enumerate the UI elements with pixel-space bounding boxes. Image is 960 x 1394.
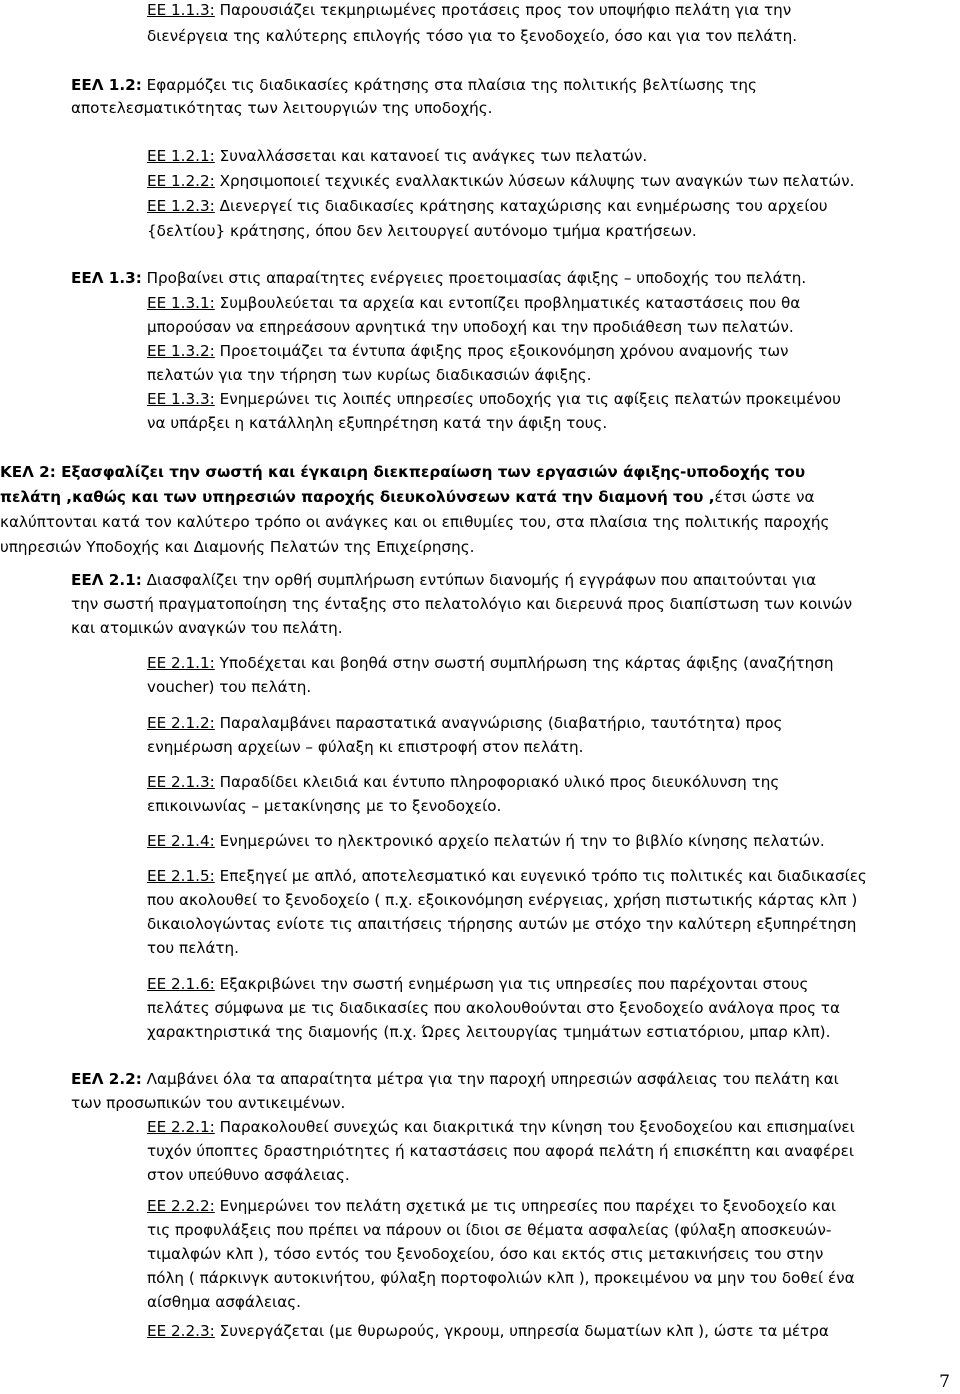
ee-2-1-4-line: [147, 831, 825, 851]
ee-2-1-4-code: ΕΕ 2.1.4:: [147, 832, 215, 850]
eel-1-2-line-1: [71, 75, 757, 95]
ee-2-2-2-text-1: Ενημερώνει τον πελάτη σχετικά με τις υπηρεσίες που παρέχει το ξενοδοχείο και: [214, 1197, 837, 1215]
ee-2-2-2-code: ΕΕ 2.2.2:: [147, 1197, 215, 1215]
ee-2-2-1-text-1: Παρακολουθεί συνεχώς και διακριτικά την κίνηση του ξενοδοχείου και επισημαίνει: [214, 1118, 855, 1136]
ee-1-2-1-line: [147, 146, 647, 166]
kel-2-line-1: [0, 462, 805, 482]
ee-1-3-1-text-1: Συμβουλεύεται τα αρχεία και εντοπίζει προβληματικές καταστάσεις που θα: [214, 294, 801, 312]
ee-1-3-3-line-1: [147, 389, 841, 409]
ee-1-2-2-text: Χρησιμοποιεί τεχνικές εναλλακτικών λύσεων κάλυψης των αναγκών των πελατών.: [214, 172, 855, 190]
ee-2-1-5-line-2: που ακολουθεί το ξενοδοχείο ( π.χ. εξοικονόμηση ενέργειας, χρήση πιστωτικής κάρτας κλπ ): [147, 891, 858, 909]
ee-2-1-6-line-3: χαρακτηριστικά της διαμονής (π.χ. Ώρες λειτουργίας τμημάτων εστιατόριου, μπαρ κλπ).: [147, 1023, 831, 1041]
ee-1-1-3-code: ΕΕ 1.1.3:: [147, 1, 215, 19]
ee-2-2-2-line-3: τιμαλφών κλπ ), τόσο εντός του ξενοδοχείου, όσο και εκτός στις μετακινήσεις του στην: [147, 1245, 824, 1263]
ee-2-2-2-line-4: πόλη ( πάρκινγκ αυτοκινήτου, φύλαξη πορτοφολιών κλπ ), προκειμένου να μην του δοθεί ένα: [147, 1269, 855, 1287]
ee-1-1-3-line-1: [147, 0, 791, 20]
ee-2-1-6-line-2: πελάτες σύμφωνα με τις διαδικασίες που ακολουθούνται στο ξενοδοχείο ανάλογα προς τα: [147, 999, 840, 1017]
ee-2-2-2-line-2: τις προφυλάξεις που πρέπει να πάρουν οι ίδιοι σε θέματα ασφαλείας (φύλαξη αποσκευών-: [147, 1221, 832, 1239]
ee-2-1-3-line-1: [147, 772, 779, 792]
ee-2-1-1-code: ΕΕ 2.1.1:: [147, 654, 215, 672]
eel-2-2-text-1: Λαμβάνει όλα τα απαραίτητα μέτρα για την παροχή υπηρεσιών ασφάλειας του πελάτη και: [141, 1070, 839, 1088]
ee-1-3-2-code: ΕΕ 1.3.2:: [147, 342, 215, 360]
ee-1-2-3-line-1: [147, 196, 828, 216]
ee-1-2-3-line-2: {δελτίου} κράτησης, όπου δεν λειτουργεί αυτόνομο τμήμα κρατήσεων.: [147, 222, 697, 240]
ee-2-1-2-line-1: [147, 713, 782, 733]
eel-1-2-code: ΕΕΛ 1.2:: [71, 76, 142, 94]
ee-1-3-1-code: ΕΕ 1.3.1:: [147, 294, 215, 312]
ee-1-2-2-line: [147, 171, 854, 191]
ee-2-2-3-text: Συνεργάζεται (με θυρωρούς, γκρουμ, υπηρεσία δωματίων κλπ ), ώστε τα μέτρα: [214, 1322, 829, 1340]
ee-2-1-6-text-1: Εξακριβώνει την σωστή ενημέρωση για τις υπηρεσίες που παρέχονται στους: [214, 975, 809, 993]
ee-1-3-1-line-2: μπορούσαν να επηρεάσουν αρνητικά την υποδοχή και την προδιάθεση των πελατών.: [147, 318, 794, 336]
ee-2-1-6-code: ΕΕ 2.1.6:: [147, 975, 215, 993]
ee-1-2-3-code: ΕΕ 1.2.3:: [147, 197, 215, 215]
ee-2-1-5-code: ΕΕ 2.1.5:: [147, 867, 215, 885]
ee-2-1-2-code: ΕΕ 2.1.2:: [147, 714, 215, 732]
eel-2-2-code: ΕΕΛ 2.2:: [71, 1070, 142, 1088]
eel-2-1-line-3: και ατομικών αναγκών του πελάτη.: [71, 619, 343, 637]
ee-2-1-3-text-1: Παραδίδει κλειδιά και έντυπο πληροφοριακό υλικό προς διευκόλυνση της: [214, 773, 780, 791]
eel-2-1-code: ΕΕΛ 2.1:: [71, 571, 142, 589]
ee-1-1-3-text-1: Παρουσιάζει τεκμηριωμένες προτάσεις προς τον υποψήφιο πελάτη για την: [214, 1, 792, 19]
ee-2-1-1-text-1: Υποδέχεται και βοηθά στην σωστή συμπλήρωση της κάρτας άφιξης (αναζήτηση: [214, 654, 834, 672]
kel-2-line-2: [0, 487, 814, 507]
ee-2-2-1-code: ΕΕ 2.2.1:: [147, 1118, 215, 1136]
ee-2-1-1-line-1: [147, 653, 834, 673]
ee-1-2-1-code: ΕΕ 1.2.1:: [147, 147, 215, 165]
kel-2-code: ΚΕΛ 2:: [0, 463, 56, 481]
ee-2-1-5-line-3: δικαιολογώντας ενίοτε τις απαιτήσεις τήρησης αυτών με στόχο την καλύτερη εξυπηρέτηση: [147, 915, 857, 933]
ee-2-2-1-line-1: [147, 1117, 855, 1137]
eel-2-1-line-1: [71, 570, 816, 590]
ee-1-3-2-line-1: [147, 341, 789, 361]
ee-2-1-3-code: ΕΕ 2.1.3:: [147, 773, 215, 791]
ee-1-2-1-text: Συναλλάσσεται και κατανοεί τις ανάγκες των πελατών.: [214, 147, 648, 165]
ee-1-3-1-line-1: [147, 293, 800, 313]
ee-2-2-1-line-2: τυχόν ύποπτες δραστηριότητες ή καταστάσεις που αφορά πελάτη ή επισκέπτη και αναφέρει: [147, 1142, 855, 1160]
ee-2-1-2-text-1: Παραλαμβάνει παραστατικά αναγνώρισης (διαβατήριο, ταυτότητα) προς: [214, 714, 783, 732]
kel-2-text-2-bold: πελάτη ,καθώς και των υπηρεσιών παροχής διευκολύνσεων κατά την διαμονή του ,: [0, 488, 715, 506]
eel-1-3-line: [71, 268, 806, 288]
ee-2-1-2-line-2: ενημέρωση αρχείων – φύλαξη κι επιστροφή στον πελάτη.: [147, 738, 584, 756]
ee-1-3-3-text-1: Ενημερώνει τις λοιπές υπηρεσίες υποδοχής για τις αφίξεις πελατών προκειμένου: [214, 390, 841, 408]
ee-1-2-3-text-1: Διενεργεί τις διαδικασίες κράτησης καταχώρισης και ενημέρωσης του αρχείου: [214, 197, 828, 215]
kel-2-line-4: υπηρεσιών Υποδοχής και Διαμονής Πελατών της Επιχείρησης.: [0, 538, 475, 556]
eel-2-2-line-1: [71, 1069, 839, 1089]
ee-2-1-5-text-1: Επεξηγεί με απλό, αποτελεσματικό και ευγενικό τρόπο τις πολιτικές και διαδικασίες: [214, 867, 867, 885]
ee-2-1-4-text: Ενημερώνει το ηλεκτρονικό αρχείο πελατών ή την το βιβλίο κίνησης πελατών.: [214, 832, 825, 850]
ee-2-2-3-code: ΕΕ 2.2.3:: [147, 1322, 215, 1340]
ee-1-3-3-line-2: να υπάρξει η κατάλληλη εξυπηρέτηση κατά την άφιξη τους.: [147, 414, 608, 432]
kel-2-line-3: καλύπτονται κατά τον καλύτερο τρόπο οι ανάγκες και οι επιθυμίες του, στα πλαίσια της πολιτικής παροχής: [0, 513, 830, 531]
ee-1-2-2-code: ΕΕ 1.2.2:: [147, 172, 215, 190]
kel-2-text-2-rest: έτσι ώστε να: [714, 488, 815, 506]
ee-1-1-3-line-2: διενέργεια της καλύτερης επιλογής τόσο για το ξενοδοχείο, όσο και για τον πελάτη.: [147, 27, 798, 45]
eel-1-2-text-1: Εφαρμόζει τις διαδικασίες κράτησης στα πλαίσια της πολιτικής βελτίωσης της: [141, 76, 757, 94]
ee-2-1-1-line-2: voucher) του πελάτη.: [147, 678, 312, 696]
eel-2-1-text-1: Διασφαλίζει την ορθή συμπλήρωση εντύπων διανομής ή εγγράφων που απαιτούνται για: [141, 571, 817, 589]
eel-2-2-line-2: των προσωπικών του αντικειμένων.: [71, 1094, 346, 1112]
eel-1-3-code: ΕΕΛ 1.3:: [71, 269, 142, 287]
ee-2-1-5-line-1: [147, 866, 867, 886]
ee-1-3-3-code: ΕΕ 1.3.3:: [147, 390, 215, 408]
ee-2-2-2-line-1: [147, 1196, 836, 1216]
ee-2-2-3-line: [147, 1321, 829, 1341]
eel-2-1-line-2: την σωστή πραγματοποίηση της ένταξης στο πελατολόγιο και διερευνά προς διαπίστωση των κοινών: [71, 595, 853, 613]
ee-2-1-6-line-1: [147, 974, 808, 994]
ee-2-1-5-line-4: του πελάτη.: [147, 939, 240, 957]
eel-1-3-text: Προβαίνει στις απαραίτητες ενέργειες προετοιμασίας άφιξης – υποδοχής του πελάτη.: [141, 269, 807, 287]
ee-1-3-2-line-2: πελατών για την τήρηση των κυρίως διαδικασιών άφιξης.: [147, 366, 592, 384]
ee-2-2-1-line-3: στον υπεύθυνο ασφάλειας.: [147, 1166, 350, 1184]
ee-2-2-2-line-5: αίσθημα ασφάλειας.: [147, 1293, 301, 1311]
eel-1-2-line-2: αποτελεσματικότητας των λειτουργιών της υποδοχής.: [71, 99, 493, 117]
ee-1-3-2-text-1: Προετοιμάζει τα έντυπα άφιξης προς εξοικονόμηση χρόνου αναμονής των: [214, 342, 789, 360]
page-number: 7: [939, 1372, 950, 1392]
kel-2-text-1: Εξασφαλίζει την σωστή και έγκαιρη διεκπεραίωση των εργασιών άφιξης-υποδοχής του: [55, 463, 806, 481]
ee-2-1-3-line-2: επικοινωνίας – μετακίνησης με το ξενοδοχείο.: [147, 797, 502, 815]
